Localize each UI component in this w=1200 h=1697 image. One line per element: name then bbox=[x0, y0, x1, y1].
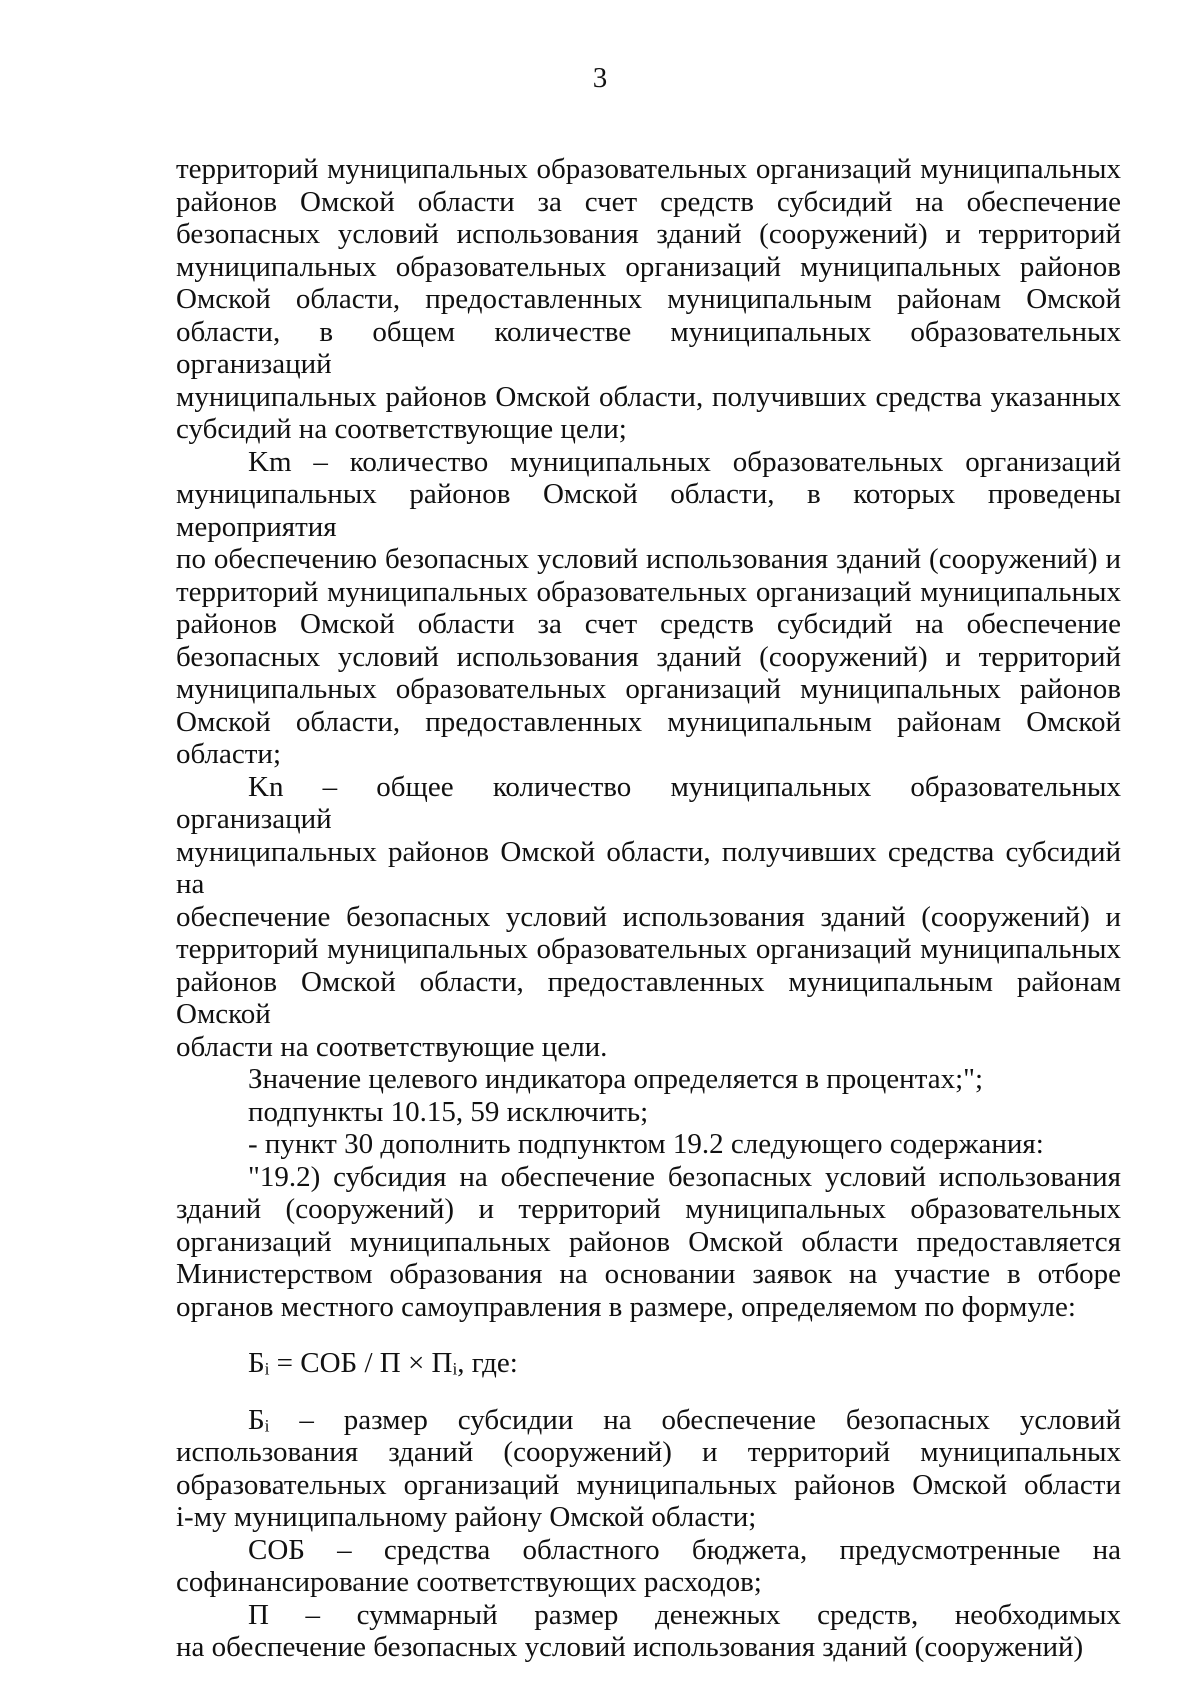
text-line: на обеспечение безопасных условий использования зданий (сооружений) bbox=[176, 1631, 1084, 1663]
page-number: 3 bbox=[592, 62, 608, 94]
paragraph bbox=[176, 1161, 1121, 1324]
text-line: образовательных организаций муниципальных районов Омской области bbox=[176, 1468, 1121, 1501]
text-line: субсидий на соответствующие цели; bbox=[176, 413, 627, 445]
formula bbox=[176, 1347, 1121, 1380]
text-line: муниципальных районов Омской области, в которых проведены мероприятия bbox=[176, 478, 1121, 543]
text-line: Омской области, предоставленных муниципальным районам Омской bbox=[176, 283, 1121, 315]
text-line: Бᵢ – размер субсидии на обеспечение безопасных условий bbox=[248, 1403, 1121, 1436]
text-line: области; bbox=[176, 738, 281, 770]
text-line: территорий муниципальных образовательных организаций муниципальных bbox=[176, 933, 1121, 965]
text-line: П – суммарный размер денежных средств, необходимых bbox=[248, 1598, 1121, 1631]
paragraph bbox=[176, 1096, 1121, 1129]
text-line: Министерством образования на основании заявок на участие в отборе bbox=[176, 1258, 1121, 1290]
text-line: муниципальных образовательных организаций муниципальных районов bbox=[176, 250, 1121, 283]
text-line: области на соответствующие цели. bbox=[176, 1030, 608, 1063]
text-line: "19.2) субсидия на обеспечение безопасных условий использования bbox=[248, 1160, 1121, 1193]
text-line: органов местного самоуправления в размере, определяемом по формуле: bbox=[176, 1290, 1076, 1323]
text-line: Значение целевого индикатора определяется в процентах;"; bbox=[248, 1063, 984, 1095]
text-line: обеспечение безопасных условий использования зданий (сооружений) и bbox=[176, 900, 1121, 933]
text-line: - пункт 30 дополнить подпунктом 19.2 следующего содержания: bbox=[248, 1128, 1044, 1160]
paragraph bbox=[176, 1534, 1121, 1599]
text-line: организаций муниципальных районов Омской области предоставляется bbox=[176, 1225, 1121, 1258]
paragraph bbox=[176, 771, 1121, 1064]
paragraph bbox=[176, 446, 1121, 771]
text-line: Kn – общее количество муниципальных образовательных организаций bbox=[176, 770, 1121, 835]
text-line: районов Омской области за счет средств субсидий на обеспечение bbox=[176, 185, 1121, 218]
text-line: подпункты 10.15, 59 исключить; bbox=[248, 1095, 649, 1128]
text-line: зданий (сооружений) и территорий муниципальных образовательных bbox=[176, 1193, 1121, 1225]
text-line: i-му муниципальному району Омской области; bbox=[176, 1501, 757, 1533]
text-line: Бᵢ = СОБ / П × Пᵢ, где: bbox=[248, 1347, 518, 1379]
paragraph bbox=[176, 1128, 1121, 1161]
text-line: безопасных условий использования зданий (сооружений) и территорий bbox=[176, 218, 1121, 250]
paragraph bbox=[176, 1404, 1121, 1534]
text-line: безопасных условий использования зданий (сооружений) и территорий bbox=[176, 640, 1121, 673]
text-line: Омской области, предоставленных муниципальным районам Омской bbox=[176, 705, 1121, 738]
text-line: территорий муниципальных образовательных организаций муниципальных bbox=[176, 153, 1121, 185]
paragraph bbox=[176, 1599, 1121, 1664]
text-line: по обеспечению безопасных условий использования зданий (сооружений) и bbox=[176, 543, 1121, 575]
document-body bbox=[176, 153, 1121, 1664]
text-line: муниципальных районов Омской области, получивших средства указанных bbox=[176, 380, 1121, 413]
text-line: софинансирование соответствующих расходов; bbox=[176, 1566, 762, 1598]
text-line: использования зданий (сооружений) и территорий муниципальных bbox=[176, 1436, 1121, 1468]
text-line: муниципальных образовательных организаций муниципальных районов bbox=[176, 673, 1121, 705]
text-line: районов Омской области за счет средств субсидий на обеспечение bbox=[176, 608, 1121, 640]
paragraph bbox=[176, 153, 1121, 446]
paragraph bbox=[176, 1063, 1121, 1096]
text-line: Km – количество муниципальных образовательных организаций bbox=[248, 445, 1121, 478]
text-line: районов Омской области, предоставленных муниципальным районам Омской bbox=[176, 965, 1121, 1030]
text-line: территорий муниципальных образовательных организаций муниципальных bbox=[176, 575, 1121, 608]
text-line: СОБ – средства областного бюджета, предусмотренные на bbox=[248, 1533, 1121, 1566]
text-line: муниципальных районов Омской области, получивших средства субсидий на bbox=[176, 835, 1121, 900]
text-line: области, в общем количестве муниципальных образовательных организаций bbox=[176, 315, 1121, 380]
